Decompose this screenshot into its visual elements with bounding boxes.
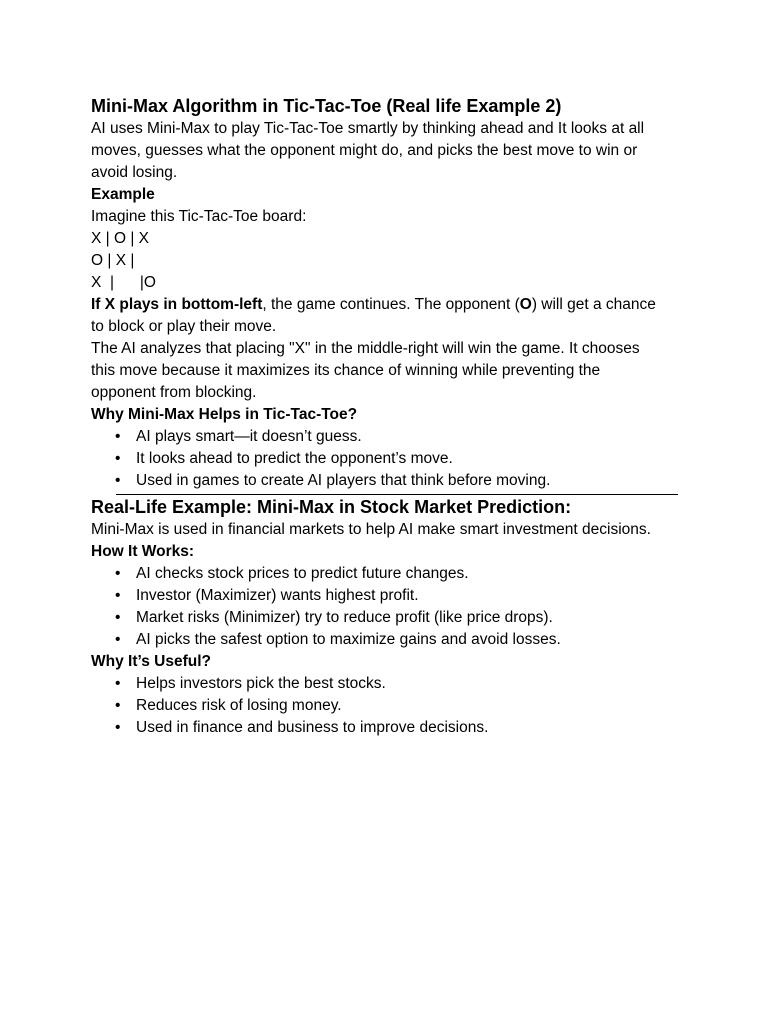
list-item-text: Used in finance and business to improve decisions. — [136, 719, 489, 736]
bullet-icon: • — [115, 428, 121, 445]
list-item-text: AI plays smart—it doesn’t guess. — [136, 428, 362, 445]
list-item-text: It looks ahead to predict the opponent’s move. — [136, 450, 453, 467]
move-line-2: to block or play their move. — [91, 318, 277, 335]
how-list — [91, 563, 691, 651]
list-item — [91, 426, 691, 448]
why-list — [91, 426, 691, 492]
list-item — [91, 629, 691, 651]
section2-intro: Mini-Max is used in financial markets to help AI make smart investment decisions. — [91, 521, 651, 538]
list-item — [91, 607, 691, 629]
why-heading: Why Mini-Max Helps in Tic-Tac-Toe? — [91, 406, 358, 423]
section1-title: Mini-Max Algorithm in Tic-Tac-Toe (Real life Example 2) — [91, 96, 562, 116]
list-item — [91, 717, 691, 739]
move-o-text: O — [519, 296, 532, 313]
list-item — [91, 470, 691, 492]
intro-line: moves, guesses what the opponent might do, and picks the best move to win or — [91, 142, 638, 159]
list-item — [91, 695, 691, 717]
analysis-line: The AI analyzes that placing "X" in the middle-right will win the game. It chooses — [91, 340, 640, 357]
list-item — [91, 448, 691, 470]
board-row: X | O | X — [91, 230, 150, 247]
list-item — [91, 563, 691, 585]
list-item — [91, 585, 691, 607]
how-heading: How It Works: — [91, 543, 195, 560]
list-item-text: Helps investors pick the best stocks. — [136, 675, 386, 692]
bullet-icon: • — [115, 697, 121, 714]
intro-line: AI uses Mini-Max to play Tic-Tac-Toe smartly by thinking ahead and It looks at all — [91, 120, 645, 137]
analysis-line: opponent from blocking. — [91, 384, 257, 401]
list-item-text: Investor (Maximizer) wants highest profit. — [136, 587, 419, 604]
board-row: O | X | — [91, 252, 135, 269]
board-row: X | |O — [91, 274, 156, 291]
board-intro: Imagine this Tic-Tac-Toe board: — [91, 208, 307, 225]
bullet-icon: • — [115, 472, 121, 489]
list-item-text: AI checks stock prices to predict future changes. — [136, 565, 469, 582]
bullet-icon: • — [115, 609, 121, 626]
useful-heading: Why It’s Useful? — [91, 653, 211, 670]
bullet-icon: • — [115, 450, 121, 467]
list-item-text: Reduces risk of losing money. — [136, 697, 342, 714]
useful-list — [91, 673, 691, 739]
move-line — [91, 294, 691, 316]
intro-line: avoid losing. — [91, 164, 178, 181]
analysis-line: this move because it maximizes its chance of winning while preventing the — [91, 362, 601, 379]
list-item-text: Market risks (Minimizer) try to reduce profit (like price drops). — [136, 609, 553, 626]
list-item — [91, 673, 691, 695]
bullet-icon: • — [115, 675, 121, 692]
section2-title: Real-Life Example: Mini-Max in Stock Market Prediction: — [91, 497, 572, 517]
bullet-icon: • — [115, 719, 121, 736]
move-bold-text: If X plays in bottom-left — [91, 296, 263, 313]
list-item-text: AI picks the safest option to maximize gains and avoid losses. — [136, 631, 561, 648]
bullet-icon: • — [115, 587, 121, 604]
example-heading: Example — [91, 186, 155, 203]
document-page — [91, 94, 691, 739]
move-text: , the game continues. The opponent ( — [262, 296, 520, 313]
bullet-icon: • — [115, 565, 121, 582]
move-text: ) will get a chance — [531, 296, 656, 313]
list-item-text: Used in games to create AI players that think before moving. — [136, 472, 551, 489]
bullet-icon: • — [115, 631, 121, 648]
